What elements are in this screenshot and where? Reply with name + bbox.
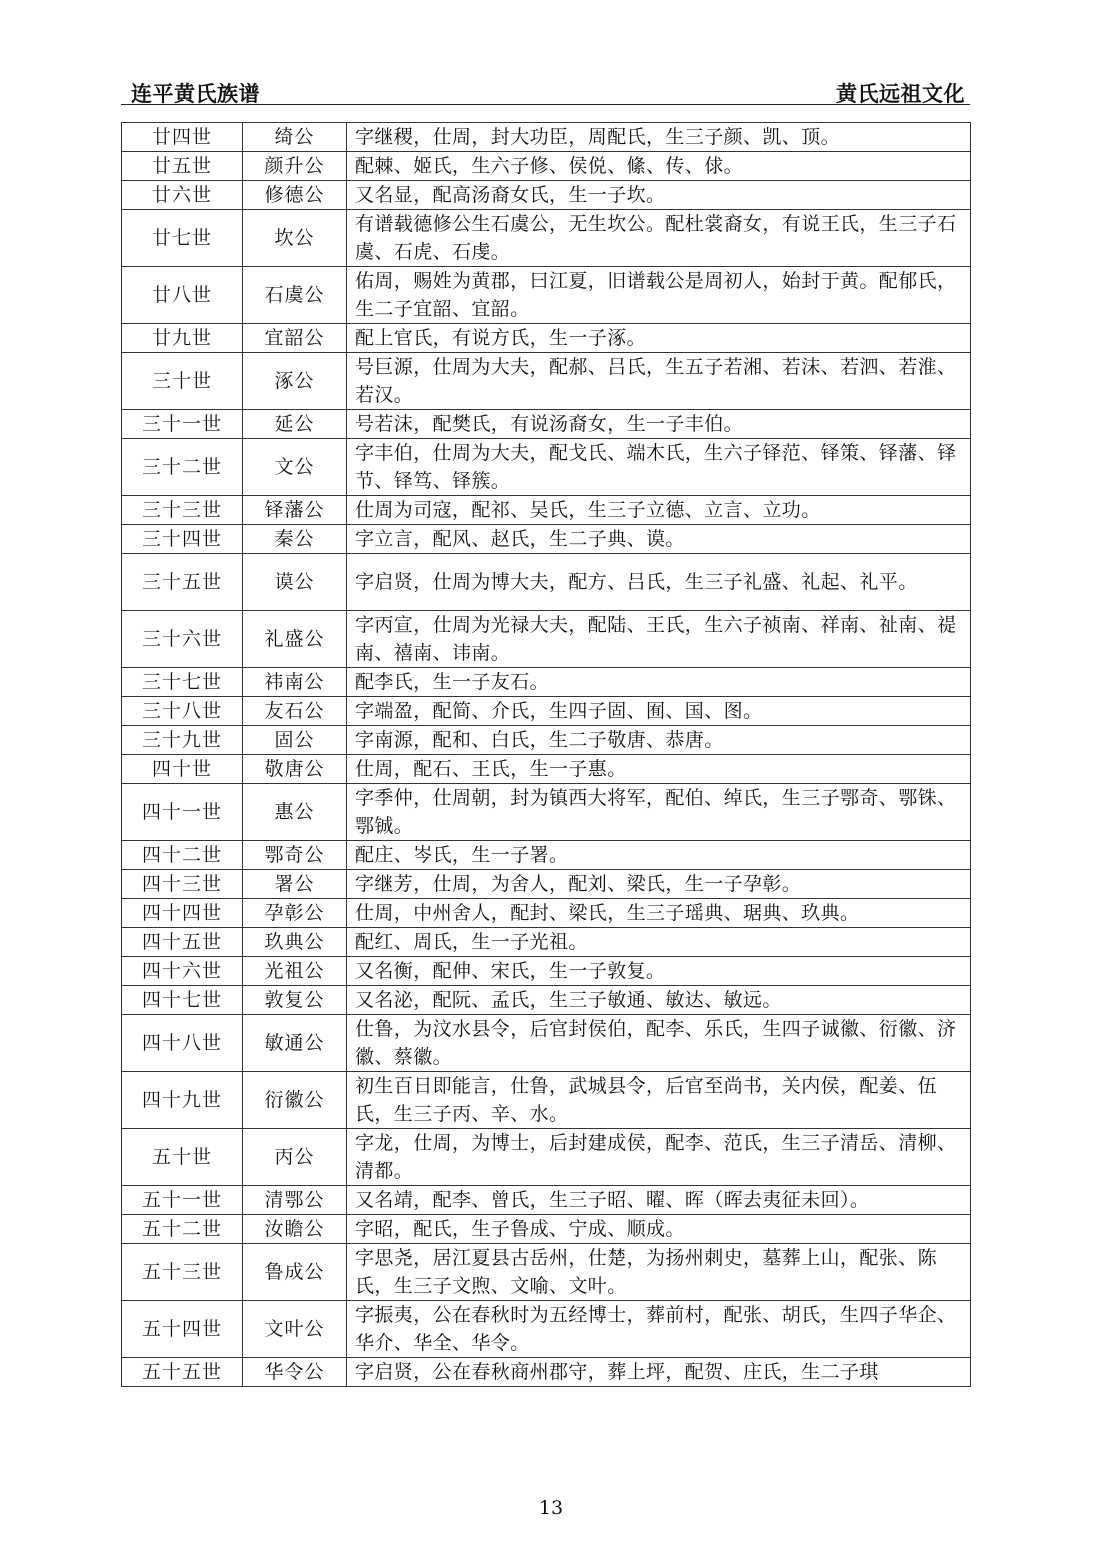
generation-cell: 廿六世 — [122, 181, 243, 210]
table-row — [122, 1301, 971, 1358]
description-cell: 配上官氏，有说方氏，生一子涿。 — [347, 324, 971, 353]
table-row — [122, 410, 971, 439]
generation-cell: 四十七世 — [122, 986, 243, 1015]
table-row — [122, 1215, 971, 1244]
generation-cell: 五十世 — [122, 1129, 243, 1186]
generation-cell: 三十七世 — [122, 668, 243, 697]
description-cell: 字南源，配和、白氏，生二子敬唐、恭唐。 — [347, 726, 971, 755]
name-cell: 修德公 — [243, 181, 347, 210]
table-row — [122, 1015, 971, 1072]
generation-cell: 三十六世 — [122, 611, 243, 668]
table-row — [122, 1244, 971, 1301]
table-row — [122, 439, 971, 496]
table-row — [122, 324, 971, 353]
table-row — [122, 611, 971, 668]
generation-cell: 三十八世 — [122, 697, 243, 726]
name-cell: 延公 — [243, 410, 347, 439]
name-cell: 文叶公 — [243, 1301, 347, 1358]
table-row — [122, 841, 971, 870]
description-cell: 字季仲，仕周朝，封为镇西大将军，配伯、绰氏，生三子鄂奇、鄂铢、鄂铖。 — [347, 784, 971, 841]
description-cell: 字启贤，仕周为博大夫，配方、吕氏，生三子礼盛、礼起、礼平。 — [347, 554, 971, 611]
table-row — [122, 957, 971, 986]
description-cell: 又名衡，配伸、宋氏，生一子敦复。 — [347, 957, 971, 986]
genealogy-table — [121, 122, 971, 1387]
name-cell: 祎南公 — [243, 668, 347, 697]
description-cell: 有谱载德修公生石虞公，无生坎公。配杜裳裔女，有说王氏，生三子石虞、石虎、石虔。 — [347, 210, 971, 267]
table-row — [122, 554, 971, 611]
genealogy-table-body — [122, 123, 971, 1387]
generation-cell: 四十世 — [122, 755, 243, 784]
name-cell: 铎藩公 — [243, 496, 347, 525]
table-row — [122, 353, 971, 410]
header-right-title: 黄氏远祖文化 — [836, 82, 965, 106]
table-row — [122, 1129, 971, 1186]
name-cell: 固公 — [243, 726, 347, 755]
table-row — [122, 123, 971, 152]
generation-cell: 廿七世 — [122, 210, 243, 267]
name-cell: 文公 — [243, 439, 347, 496]
page-header — [131, 78, 965, 106]
name-cell: 坎公 — [243, 210, 347, 267]
name-cell: 玖典公 — [243, 928, 347, 957]
generation-cell: 三十二世 — [122, 439, 243, 496]
description-cell: 仕周，配石、王氏，生一子惠。 — [347, 755, 971, 784]
name-cell: 颜升公 — [243, 152, 347, 181]
name-cell: 绮公 — [243, 123, 347, 152]
generation-cell: 四十六世 — [122, 957, 243, 986]
name-cell: 光祖公 — [243, 957, 347, 986]
generation-cell: 五十五世 — [122, 1358, 243, 1387]
name-cell: 谟公 — [243, 554, 347, 611]
description-cell: 配庄、岑氏，生一子署。 — [347, 841, 971, 870]
table-row — [122, 928, 971, 957]
generation-cell: 三十一世 — [122, 410, 243, 439]
description-cell: 号若沫，配樊氏，有说汤裔女，生一子丰伯。 — [347, 410, 971, 439]
generation-cell: 廿九世 — [122, 324, 243, 353]
table-row — [122, 755, 971, 784]
name-cell: 敦复公 — [243, 986, 347, 1015]
header-divider — [121, 104, 970, 105]
description-cell: 字立言，配风、赵氏，生二子典、谟。 — [347, 525, 971, 554]
description-cell: 又名泌，配阮、孟氏，生三子敏通、敏达、敏远。 — [347, 986, 971, 1015]
table-row — [122, 668, 971, 697]
name-cell: 秦公 — [243, 525, 347, 554]
description-cell: 配红、周氏，生一子光祖。 — [347, 928, 971, 957]
generation-cell: 四十四世 — [122, 899, 243, 928]
generation-cell: 四十五世 — [122, 928, 243, 957]
table-row — [122, 496, 971, 525]
description-cell: 号巨源，仕周为大夫，配郝、吕氏，生五子若湘、若沫、若泗、若淮、若汉。 — [347, 353, 971, 410]
description-cell: 字启贤，公在春秋商州郡守，葬上坪，配贺、庄氏，生二子琪 — [347, 1358, 971, 1387]
generation-cell: 四十三世 — [122, 870, 243, 899]
table-row — [122, 181, 971, 210]
table-row — [122, 870, 971, 899]
table-row — [122, 1186, 971, 1215]
table-row — [122, 1358, 971, 1387]
table-row — [122, 899, 971, 928]
name-cell: 署公 — [243, 870, 347, 899]
table-row — [122, 726, 971, 755]
table-row — [122, 210, 971, 267]
description-cell: 字昭，配氏，生子鲁成、宁成、顺成。 — [347, 1215, 971, 1244]
name-cell: 宜韶公 — [243, 324, 347, 353]
generation-cell: 五十二世 — [122, 1215, 243, 1244]
name-cell: 衍徽公 — [243, 1072, 347, 1129]
description-cell: 字继稷，仕周，封大功臣，周配氏，生三子颜、凯、顶。 — [347, 123, 971, 152]
generation-cell: 三十五世 — [122, 554, 243, 611]
description-cell: 字振夷，公在春秋时为五经博士，葬前村，配张、胡氏，生四子华企、华介、华全、华令。 — [347, 1301, 971, 1358]
header-left-title: 连平黄氏族谱 — [131, 82, 260, 106]
description-cell: 仕周，中州舍人，配封、梁氏，生三子瑶典、琚典、玖典。 — [347, 899, 971, 928]
generation-cell: 廿四世 — [122, 123, 243, 152]
name-cell: 清鄂公 — [243, 1186, 347, 1215]
description-cell: 初生百日即能言，仕鲁，武城县令，后官至尚书，关内侯，配姜、伍氏，生三子丙、辛、水。 — [347, 1072, 971, 1129]
name-cell: 孕彰公 — [243, 899, 347, 928]
name-cell: 涿公 — [243, 353, 347, 410]
name-cell: 友石公 — [243, 697, 347, 726]
description-cell: 又名显，配高汤裔女氏，生一子坎。 — [347, 181, 971, 210]
name-cell: 惠公 — [243, 784, 347, 841]
generation-cell: 三十四世 — [122, 525, 243, 554]
description-cell: 又名靖，配李、曾氏，生三子昭、曜、晖（晖去夷征未回）。 — [347, 1186, 971, 1215]
name-cell: 敏通公 — [243, 1015, 347, 1072]
generation-cell: 廿五世 — [122, 152, 243, 181]
generation-cell: 五十四世 — [122, 1301, 243, 1358]
generation-cell: 五十三世 — [122, 1244, 243, 1301]
name-cell: 汝瞻公 — [243, 1215, 347, 1244]
description-cell: 仕鲁，为汶水县令，后官封侯伯，配李、乐氏，生四子诚徽、衍徽、济徽、蔡徽。 — [347, 1015, 971, 1072]
table-row — [122, 267, 971, 324]
description-cell: 字继芳，仕周，为舍人，配刘、梁氏，生一子孕彰。 — [347, 870, 971, 899]
description-cell: 字端盈，配简、介氏，生四子固、囿、国、图。 — [347, 697, 971, 726]
name-cell: 鄂奇公 — [243, 841, 347, 870]
generation-cell: 三十九世 — [122, 726, 243, 755]
description-cell: 佑周，赐姓为黄郡，曰江夏，旧谱载公是周初人，始封于黄。配郁氏，生二子宜韶、宜韶。 — [347, 267, 971, 324]
name-cell: 丙公 — [243, 1129, 347, 1186]
name-cell: 华令公 — [243, 1358, 347, 1387]
description-cell: 字思尧，居江夏县古岳州，仕楚，为扬州刺史，墓葬上山，配张、陈氏，生三子文煦、文喻、文叶。 — [347, 1244, 971, 1301]
generation-cell: 四十一世 — [122, 784, 243, 841]
name-cell: 礼盛公 — [243, 611, 347, 668]
table-row — [122, 152, 971, 181]
generation-cell: 四十二世 — [122, 841, 243, 870]
table-row — [122, 697, 971, 726]
generation-cell: 四十八世 — [122, 1015, 243, 1072]
name-cell: 石虞公 — [243, 267, 347, 324]
description-cell: 字龙，仕周，为博士，后封建成侯，配李、范氏，生三子清岳、清柳、清都。 — [347, 1129, 971, 1186]
description-cell: 字丰伯，仕周为大夫，配戈氏、端木氏，生六子铎范、铎策、铎藩、铎节、铎笃、铎簇。 — [347, 439, 971, 496]
table-row — [122, 986, 971, 1015]
generation-cell: 三十三世 — [122, 496, 243, 525]
table-row — [122, 1072, 971, 1129]
generation-cell: 四十九世 — [122, 1072, 243, 1129]
description-cell: 字丙宣，仕周为光禄大夫，配陆、王氏，生六子祯南、祥南、祉南、禔南、禧南、讳南。 — [347, 611, 971, 668]
description-cell: 配棘、姬氏，生六子修、侯侻、絛、传、俅。 — [347, 152, 971, 181]
description-cell: 仕周为司寇，配祁、吴氏，生三子立德、立言、立功。 — [347, 496, 971, 525]
generation-cell: 廿八世 — [122, 267, 243, 324]
name-cell: 敬唐公 — [243, 755, 347, 784]
page-number: 13 — [538, 1497, 564, 1519]
description-cell: 配李氏，生一子友石。 — [347, 668, 971, 697]
generation-cell: 三十世 — [122, 353, 243, 410]
generation-cell: 五十一世 — [122, 1186, 243, 1215]
table-row — [122, 525, 971, 554]
table-row — [122, 784, 971, 841]
name-cell: 鲁成公 — [243, 1244, 347, 1301]
